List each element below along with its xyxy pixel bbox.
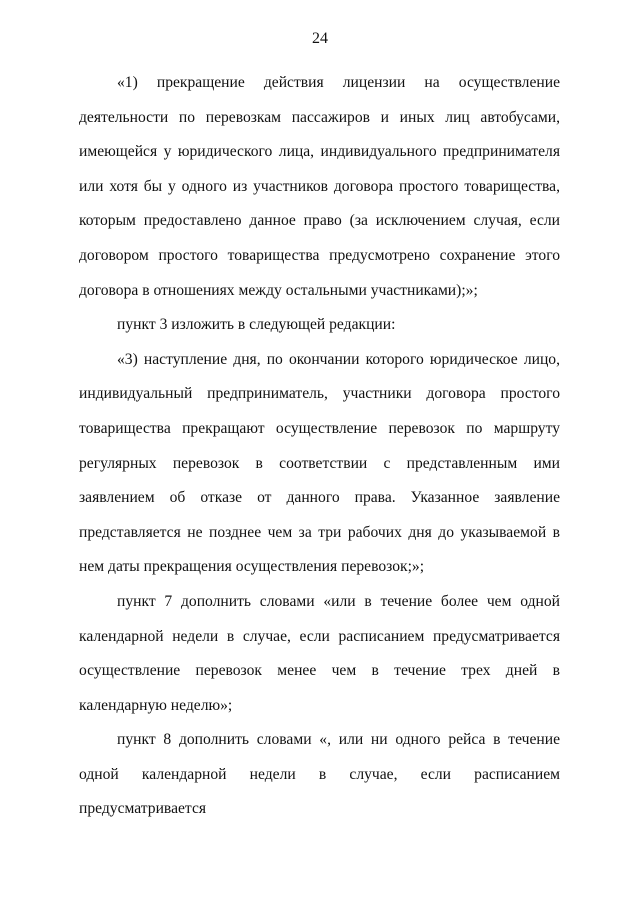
paragraph-item-3-amend-instruction: пункт 3 изложить в следующей редакции:	[117, 316, 396, 334]
paragraph-item-7-amendment: пункт 7 дополнить словами «или в течение более чем одной календарной недели в случае, если расписанием предусматривается осуществление перевозок менее чем в течение трех дней в календарную неделю»;	[79, 592, 560, 714]
document-body	[79, 66, 560, 827]
page-number: 24	[312, 30, 328, 47]
paragraph-item-1-license-termination: «1) прекращение действия лицензии на осуществление деятельности по перевозкам пассажиров и иных лиц автобусами, имеющейся у юридического лица, индивидуального предпринимателя или хотя бы у одного из участников договора простого товарищества, которым предоставлено данное право (за исключением случая, если договором простого товарищества предусмотрено сохранение этого договора в отношениях между остальными участниками);»;	[79, 74, 560, 299]
paragraph-item-3-new-text: «3) наступление дня, по окончании которого юридическое лицо, индивидуальный предприниматель, участники договора простого товарищества прекращают осуществление перевозок по маршруту регулярных перевозок в соответствии с представленным ими заявлением об отказе от данного права. Указанное заявление представляется не позднее чем за три рабочих дня до указываемой в нем даты прекращения осуществления перевозок;»;	[79, 350, 560, 576]
paragraph-item-8-amendment: пункт 8 дополнить словами «, или ни одного рейса в течение одной календарной недели в случае, если расписанием предусматривается	[79, 731, 560, 818]
